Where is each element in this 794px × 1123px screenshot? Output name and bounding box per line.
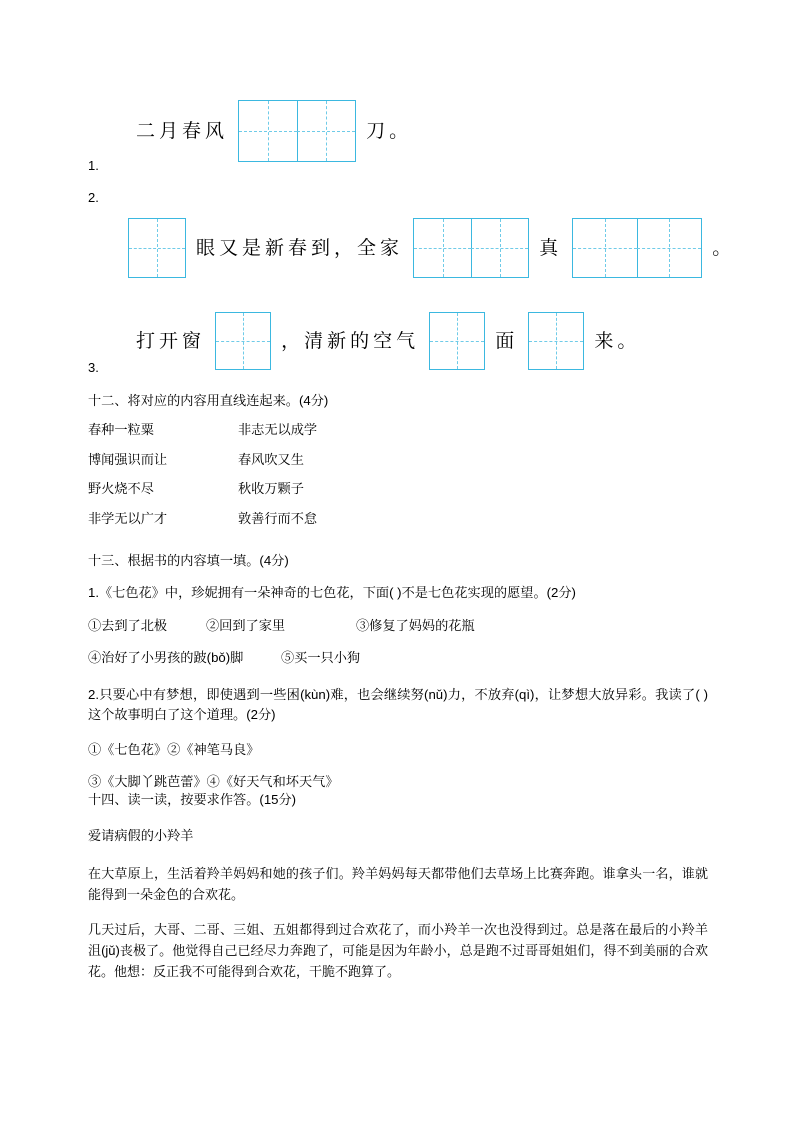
fill-line-2-seg3: 。 bbox=[712, 236, 736, 259]
item-number-3: 3. bbox=[88, 360, 99, 375]
match-left-item[interactable]: 非学无以广才 bbox=[88, 510, 168, 526]
question-13-item2-stem: 2.只要心中有梦想，即使遇到一些困(kùn)难，也会继续努(nǔ)力，不放弃(qì)，让梦想大放异彩。我读了( )这个故事明白了这个道理。(2分) bbox=[88, 686, 708, 723]
option-2[interactable]: ②回到了家里 bbox=[206, 617, 286, 633]
fill-line-3-mid1: ，清新的空气 bbox=[281, 329, 420, 352]
match-row bbox=[88, 509, 708, 529]
writing-cell[interactable] bbox=[239, 101, 298, 161]
writing-cell[interactable] bbox=[414, 219, 472, 277]
match-right-item[interactable]: 秋收万颗子 bbox=[238, 481, 304, 497]
question-13-item1-options-row1 bbox=[88, 616, 708, 636]
option-3[interactable]: ③修复了妈妈的花瓶 bbox=[356, 617, 475, 633]
writing-cell[interactable] bbox=[637, 219, 701, 277]
match-left-item[interactable]: 春种一粒粟 bbox=[88, 422, 154, 438]
question-12-title: 十二、将对应的内容用直线连起来。(4分) bbox=[88, 393, 329, 408]
writing-box-pair-2b[interactable] bbox=[413, 218, 529, 278]
question-14-title: 十四、读一读，按要求作答。(15分) bbox=[88, 792, 297, 807]
reading-article-title: 爱请病假的小羚羊 bbox=[88, 828, 194, 844]
fill-line-1-suffix: 刀。 bbox=[366, 119, 413, 142]
option-1[interactable]: ①去到了北极 bbox=[88, 617, 168, 633]
fill-line-2-seg1: 眼又是新春到，全家 bbox=[196, 236, 404, 259]
fill-line-3-prefix: 打开窗 bbox=[136, 329, 206, 352]
writing-box-single-3a[interactable] bbox=[215, 312, 271, 370]
writing-box-pair-2c[interactable] bbox=[572, 218, 702, 278]
item-number-1: 1. bbox=[88, 158, 99, 173]
item-number-2: 2. bbox=[88, 190, 99, 205]
writing-box-single-3b[interactable] bbox=[429, 312, 485, 370]
fill-line-3 bbox=[136, 312, 640, 370]
option-4[interactable]: ④治好了小男孩的跛(bǒ)脚 bbox=[88, 650, 244, 666]
fill-line-1-prefix: 二月春风 bbox=[136, 119, 229, 142]
question-13-title: 十三、根据书的内容填一填。(4分) bbox=[88, 553, 289, 568]
fill-line-3-mid2: 面 bbox=[495, 329, 519, 352]
question-13-item2-options-row1[interactable]: ①《七色花》②《神笔马良》 bbox=[88, 741, 260, 757]
match-right-item[interactable]: 春风吹又生 bbox=[238, 451, 304, 467]
question-13-item1-options-row2 bbox=[88, 648, 708, 668]
writing-box-pair-1[interactable] bbox=[238, 100, 356, 162]
question-14 bbox=[88, 790, 708, 993]
reading-paragraph: 几天过后，大哥、二哥、三姐、五姐都得到过合欢花了，而小羚羊一次也没得到过。总是落在最后的小羚羊沮(jǔ)丧极了。他觉得自己已经尽力奔跑了，可能是因为年龄小，总是跑不过哥哥姐姐们，得不到美丽的合欢花。他想：反正我不可能得到合欢花，干脆不跑算了。 bbox=[88, 922, 708, 980]
fill-line-2-seg2: 真 bbox=[539, 236, 563, 259]
match-right-item[interactable]: 敦善行而不怠 bbox=[238, 510, 318, 526]
reading-paragraph: 在大草原上，生活着羚羊妈妈和她的孩子们。羚羊妈妈每天都带他们去草场上比赛奔跑。谁拿头一名，谁就能得到一朵金色的合欢花。 bbox=[88, 865, 708, 902]
question-12 bbox=[88, 391, 708, 538]
match-left-item[interactable]: 博闻强识而让 bbox=[88, 451, 168, 467]
match-row bbox=[88, 420, 708, 440]
question-13 bbox=[88, 551, 708, 802]
match-row bbox=[88, 450, 708, 470]
writing-cell[interactable] bbox=[573, 219, 638, 277]
match-right-item[interactable]: 非志无以成学 bbox=[238, 422, 318, 438]
question-13-item1-stem: 1.《七色花》中，珍妮拥有一朵神奇的七色花，下面( )不是七色花实现的愿望。(2分) bbox=[88, 585, 576, 601]
option-5[interactable]: ⑤买一只小狗 bbox=[281, 650, 361, 666]
writing-cell[interactable] bbox=[471, 219, 528, 277]
match-left-item[interactable]: 野火烧不尽 bbox=[88, 481, 154, 497]
fill-line-2 bbox=[128, 218, 735, 278]
match-row bbox=[88, 479, 708, 499]
writing-box-single-3c[interactable] bbox=[528, 312, 584, 370]
writing-cell[interactable] bbox=[297, 101, 355, 161]
fill-line-3-suffix: 来。 bbox=[594, 329, 641, 352]
writing-box-single-2a[interactable] bbox=[128, 218, 186, 278]
fill-line-1 bbox=[136, 100, 412, 162]
question-13-item2-options-row2[interactable]: ③《大脚丫跳芭蕾》④《好天气和坏天气》 bbox=[88, 774, 339, 790]
